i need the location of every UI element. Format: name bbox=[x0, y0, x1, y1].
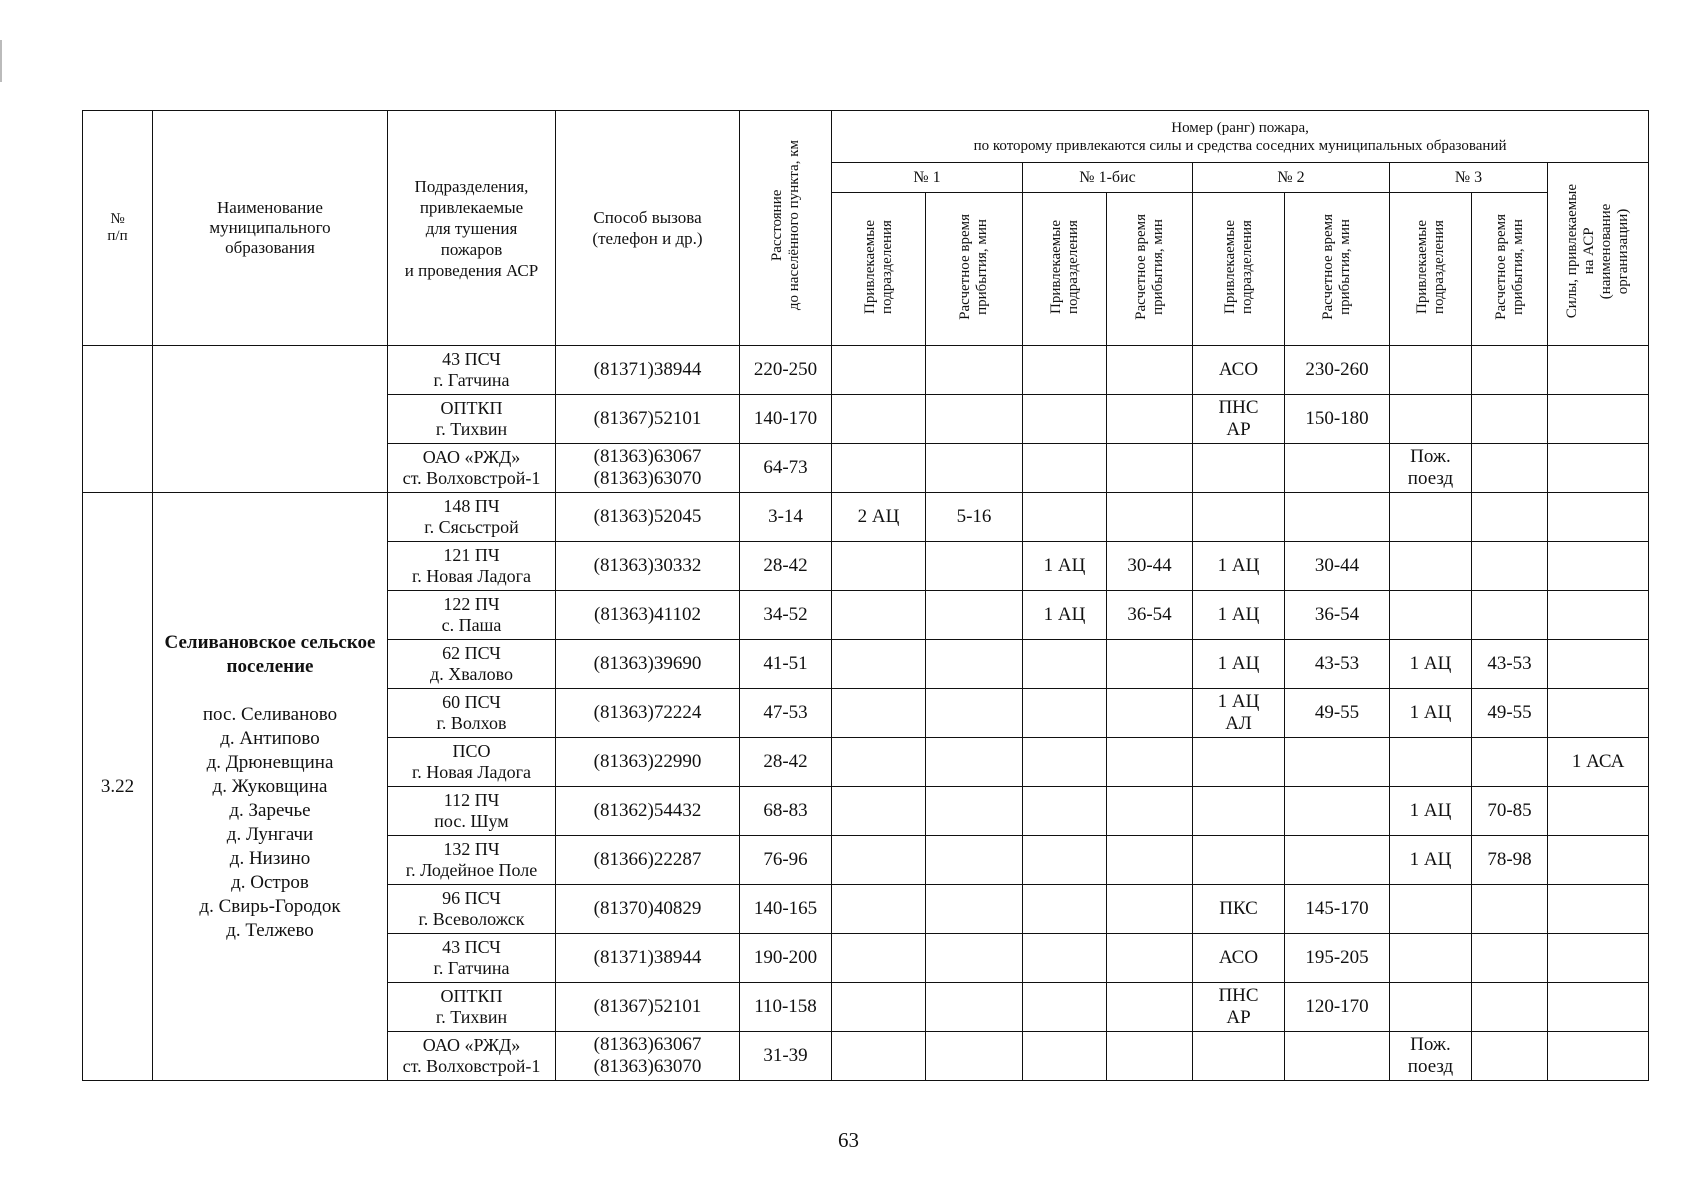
unit-cell-line: г. Сясьстрой bbox=[424, 517, 519, 537]
distance-cell: 47-53 bbox=[740, 689, 832, 738]
phone-cell-line: (81363)63070 bbox=[593, 468, 702, 489]
rank2-time-cell bbox=[1285, 1032, 1390, 1081]
unit-cell-line: 62 ПСЧ bbox=[442, 643, 501, 663]
asr-cell bbox=[1548, 787, 1649, 836]
continued-index-cell bbox=[83, 346, 153, 493]
rank1-time-cell bbox=[926, 983, 1023, 1032]
distance-cell: 220-250 bbox=[740, 346, 832, 395]
rank2-units-cell bbox=[1193, 1032, 1285, 1081]
rank3-units-cell bbox=[1390, 591, 1472, 640]
asr-cell bbox=[1548, 346, 1649, 395]
phone-cell bbox=[556, 640, 740, 689]
header-rank1bis-units: Привлекаемые подразделения bbox=[1023, 193, 1107, 346]
rank2-time-cell: 120-170 bbox=[1285, 983, 1390, 1032]
unit-cell-line: с. Паша bbox=[441, 615, 502, 635]
unit-cell-line: г. Новая Ладога bbox=[411, 762, 532, 782]
settlement-item: д. Свирь-Городок bbox=[199, 895, 341, 917]
phone-cell bbox=[556, 493, 740, 542]
rank3-units-cell bbox=[1390, 836, 1472, 885]
unit-cell-line: ОАО «РЖД» bbox=[422, 1035, 521, 1055]
asr-cell bbox=[1548, 542, 1649, 591]
rank1-units-cell bbox=[832, 395, 926, 444]
rank1bis-units-cell bbox=[1023, 1032, 1107, 1081]
rank1bis-time-cell bbox=[1107, 689, 1193, 738]
phone-cell-line: (81363)63067 bbox=[593, 1034, 702, 1055]
rank1-units-cell bbox=[832, 591, 926, 640]
phone-cell bbox=[556, 836, 740, 885]
unit-cell bbox=[388, 983, 556, 1032]
rank2-units-cell-line: 1 АЦ bbox=[1217, 604, 1260, 625]
settlement-item: д. Заречье bbox=[229, 799, 311, 821]
rank2-units-cell bbox=[1193, 542, 1285, 591]
unit-cell bbox=[388, 836, 556, 885]
municipality-cell bbox=[153, 493, 388, 1081]
rank1bis-units-cell bbox=[1023, 346, 1107, 395]
rank1bis-time-cell bbox=[1107, 1032, 1193, 1081]
phone-cell-line: (81363)63070 bbox=[593, 1056, 702, 1077]
rank1-time-cell bbox=[926, 689, 1023, 738]
header-rank1-units: Привлекаемые подразделения bbox=[832, 193, 926, 346]
rank3-time-cell bbox=[1472, 934, 1548, 983]
unit-cell bbox=[388, 934, 556, 983]
section-index: 3.22 bbox=[83, 493, 153, 1081]
rank1bis-time-cell: 30-44 bbox=[1107, 542, 1193, 591]
phone-cell bbox=[556, 787, 740, 836]
header-rank3-units: Привлекаемые подразделения bbox=[1390, 193, 1472, 346]
unit-cell-line: 60 ПСЧ bbox=[442, 692, 501, 712]
rank2-units-cell bbox=[1193, 885, 1285, 934]
rank2-units-cell-line: 1 АЦ bbox=[1217, 555, 1260, 576]
page-number: 63 bbox=[838, 1128, 859, 1152]
asr-cell: 1 АСА bbox=[1548, 738, 1649, 787]
distance-cell: 190-200 bbox=[740, 934, 832, 983]
rank2-time-cell: 49-55 bbox=[1285, 689, 1390, 738]
unit-cell-line: г. Лодейное Поле bbox=[405, 860, 538, 880]
phone-cell bbox=[556, 395, 740, 444]
unit-cell-line: ОПТКП bbox=[440, 986, 503, 1006]
rank1-units-cell bbox=[832, 934, 926, 983]
rank2-units-cell-line: 1 АЦ bbox=[1217, 691, 1260, 712]
unit-cell-line: ПСО bbox=[452, 741, 491, 761]
rank2-units-cell bbox=[1193, 346, 1285, 395]
table-body bbox=[83, 346, 1649, 1081]
unit-cell bbox=[388, 640, 556, 689]
phone-cell bbox=[556, 542, 740, 591]
header-rank2-units: Привлекаемые подразделения bbox=[1193, 193, 1285, 346]
settlement-item: д. Остров bbox=[231, 871, 309, 893]
rank2-units-cell-line: АСО bbox=[1218, 359, 1259, 380]
fire-response-table bbox=[82, 110, 1649, 1081]
rank1bis-units-cell bbox=[1023, 493, 1107, 542]
unit-cell bbox=[388, 591, 556, 640]
rank1-time-cell bbox=[926, 640, 1023, 689]
rank2-units-cell bbox=[1193, 493, 1285, 542]
rank3-units-cell bbox=[1390, 738, 1472, 787]
phone-cell bbox=[556, 934, 740, 983]
phone-cell-line: (81367)52101 bbox=[593, 996, 702, 1017]
distance-cell: 3-14 bbox=[740, 493, 832, 542]
rank1-time-cell bbox=[926, 738, 1023, 787]
rank1-units-cell bbox=[832, 640, 926, 689]
asr-cell bbox=[1548, 689, 1649, 738]
unit-cell bbox=[388, 885, 556, 934]
header-rank3-time: Расчетное время прибытия, мин bbox=[1472, 193, 1548, 346]
rank2-units-cell bbox=[1193, 444, 1285, 493]
rank2-units-cell-line: АЛ bbox=[1225, 713, 1252, 734]
header-rank1bis-time: Расчетное время прибытия, мин bbox=[1107, 193, 1193, 346]
unit-cell bbox=[388, 1032, 556, 1081]
rank1-time-cell bbox=[926, 591, 1023, 640]
rank1bis-units-cell bbox=[1023, 885, 1107, 934]
unit-cell bbox=[388, 787, 556, 836]
rank2-time-cell: 36-54 bbox=[1285, 591, 1390, 640]
header-distance: Расстояние до населённого пункта, км bbox=[740, 111, 832, 346]
distance-cell: 140-170 bbox=[740, 395, 832, 444]
scan-edge-mark bbox=[0, 40, 2, 82]
header-municipality: Наименование муниципального образования bbox=[153, 111, 388, 346]
rank1bis-units-cell bbox=[1023, 591, 1107, 640]
asr-cell bbox=[1548, 591, 1649, 640]
rank3-units-cell-line: Пож. bbox=[1410, 1034, 1451, 1055]
rank1-time-cell bbox=[926, 787, 1023, 836]
rank1-time-cell bbox=[926, 934, 1023, 983]
settlement-item: д. Жуковщина bbox=[212, 775, 328, 797]
distance-cell: 76-96 bbox=[740, 836, 832, 885]
rank2-time-cell: 43-53 bbox=[1285, 640, 1390, 689]
asr-cell bbox=[1548, 934, 1649, 983]
header-rank2-time: Расчетное время прибытия, мин bbox=[1285, 193, 1390, 346]
rank3-time-cell bbox=[1472, 493, 1548, 542]
rank1bis-units-cell bbox=[1023, 836, 1107, 885]
rank3-time-cell: 49-55 bbox=[1472, 689, 1548, 738]
rank3-units-cell bbox=[1390, 787, 1472, 836]
settlement-item: д. Низино bbox=[229, 847, 311, 869]
header-rank-2: № 2 bbox=[1193, 163, 1390, 193]
distance-cell: 64-73 bbox=[740, 444, 832, 493]
rank3-time-cell bbox=[1472, 1032, 1548, 1081]
rank1-units-cell bbox=[832, 983, 926, 1032]
unit-cell-line: 121 ПЧ bbox=[443, 545, 500, 565]
phone-cell-line: (81371)38944 bbox=[593, 947, 702, 968]
rank3-units-cell-line: 1 АЦ bbox=[1409, 800, 1452, 821]
header-number: № п/п bbox=[83, 111, 153, 346]
unit-cell-line: г. Новая Ладога bbox=[411, 566, 532, 586]
rank2-time-cell: 30-44 bbox=[1285, 542, 1390, 591]
distance-cell: 110-158 bbox=[740, 983, 832, 1032]
rank2-units-cell-line: ПКС bbox=[1219, 898, 1258, 919]
phone-cell bbox=[556, 885, 740, 934]
rank1bis-time-cell bbox=[1107, 738, 1193, 787]
rank1bis-time-cell bbox=[1107, 836, 1193, 885]
asr-cell bbox=[1548, 1032, 1649, 1081]
rank1bis-units-cell bbox=[1023, 983, 1107, 1032]
phone-cell-line: (81370)40829 bbox=[593, 898, 702, 919]
distance-cell: 41-51 bbox=[740, 640, 832, 689]
phone-cell bbox=[556, 689, 740, 738]
rank1bis-units-cell-line: 1 АЦ bbox=[1043, 555, 1086, 576]
municipality-title: Селивановское сельское поселение bbox=[164, 631, 376, 677]
rank1-time-cell bbox=[926, 444, 1023, 493]
asr-cell bbox=[1548, 395, 1649, 444]
rank2-units-cell bbox=[1193, 983, 1285, 1032]
header-rank-group: Номер (ранг) пожара, по которому привлекаются силы и средства соседних муниципальных образований bbox=[832, 111, 1649, 163]
unit-cell-line: 43 ПСЧ bbox=[442, 937, 501, 957]
rank3-time-cell bbox=[1472, 346, 1548, 395]
unit-cell bbox=[388, 346, 556, 395]
phone-cell-line: (81363)30332 bbox=[593, 555, 702, 576]
rank1bis-time-cell bbox=[1107, 346, 1193, 395]
unit-cell-line: д. Хвалово bbox=[430, 664, 513, 684]
rank1bis-time-cell bbox=[1107, 640, 1193, 689]
rank3-time-cell bbox=[1472, 395, 1548, 444]
rank1-units-cell bbox=[832, 542, 926, 591]
rank3-units-cell bbox=[1390, 934, 1472, 983]
rank1-units-cell bbox=[832, 346, 926, 395]
rank2-units-cell-line: АР bbox=[1226, 1007, 1251, 1028]
unit-cell-line: г. Всеволожск bbox=[418, 909, 525, 929]
unit-cell-line: г. Гатчина bbox=[433, 958, 510, 978]
settlement-item: д. Телжево bbox=[226, 919, 314, 941]
phone-cell bbox=[556, 346, 740, 395]
unit-cell bbox=[388, 542, 556, 591]
asr-cell bbox=[1548, 885, 1649, 934]
spacer bbox=[153, 679, 387, 703]
rank3-units-cell bbox=[1390, 542, 1472, 591]
asr-cell bbox=[1548, 444, 1649, 493]
rank2-time-cell bbox=[1285, 444, 1390, 493]
rank1bis-units-cell bbox=[1023, 640, 1107, 689]
unit-cell-line: г. Тихвин bbox=[435, 419, 508, 439]
phone-cell bbox=[556, 591, 740, 640]
phone-cell-line: (81363)72224 bbox=[593, 702, 702, 723]
unit-cell bbox=[388, 738, 556, 787]
rank1bis-units-cell bbox=[1023, 689, 1107, 738]
rank1bis-units-cell bbox=[1023, 787, 1107, 836]
unit-cell-line: ст. Волховстрой-1 bbox=[402, 1056, 541, 1076]
header-units: Подразделения, привлекаемые для тушения пожаров и проведения АСР bbox=[388, 111, 556, 346]
rank2-time-cell: 150-180 bbox=[1285, 395, 1390, 444]
asr-cell bbox=[1548, 836, 1649, 885]
rank1-units-cell bbox=[832, 836, 926, 885]
rank3-units-cell bbox=[1390, 983, 1472, 1032]
rank1-time-cell bbox=[926, 1032, 1023, 1081]
rank2-units-cell bbox=[1193, 395, 1285, 444]
unit-cell-line: 148 ПЧ bbox=[443, 496, 500, 516]
rank3-units-cell bbox=[1390, 395, 1472, 444]
rank3-time-cell bbox=[1472, 591, 1548, 640]
unit-cell bbox=[388, 493, 556, 542]
header-asr-forces: Силы, привлекаемые на АСР (наименование организации) bbox=[1548, 163, 1649, 346]
settlement-item: д. Антипово bbox=[220, 727, 320, 749]
unit-cell-line: пос. Шум bbox=[434, 811, 509, 831]
rank2-units-cell bbox=[1193, 689, 1285, 738]
unit-cell-line: 122 ПЧ bbox=[443, 594, 500, 614]
rank1bis-units-cell bbox=[1023, 934, 1107, 983]
rank2-units-cell-line: АСО bbox=[1218, 947, 1259, 968]
rank1-time-cell bbox=[926, 346, 1023, 395]
rank3-units-cell bbox=[1390, 885, 1472, 934]
unit-cell-line: 112 ПЧ bbox=[443, 790, 500, 810]
phone-cell bbox=[556, 444, 740, 493]
rank1-units-cell bbox=[832, 444, 926, 493]
rank2-units-cell-line: 1 АЦ bbox=[1217, 653, 1260, 674]
settlement-item: пос. Селиваново bbox=[202, 703, 338, 725]
rank3-units-cell-line: 1 АЦ bbox=[1409, 653, 1452, 674]
distance-cell: 31-39 bbox=[740, 1032, 832, 1081]
phone-cell-line: (81363)63067 bbox=[593, 446, 702, 467]
rank2-time-cell bbox=[1285, 493, 1390, 542]
rank2-units-cell bbox=[1193, 787, 1285, 836]
header-rank-1bis: № 1-бис bbox=[1023, 163, 1193, 193]
rank2-units-cell bbox=[1193, 934, 1285, 983]
rank3-time-cell: 70-85 bbox=[1472, 787, 1548, 836]
rank3-units-cell-line: 1 АЦ bbox=[1409, 702, 1452, 723]
rank1bis-time-cell bbox=[1107, 983, 1193, 1032]
phone-cell-line: (81363)52045 bbox=[593, 506, 702, 527]
asr-cell bbox=[1548, 983, 1649, 1032]
rank3-units-cell bbox=[1390, 346, 1472, 395]
rank3-units-cell-line: Пож. bbox=[1410, 446, 1451, 467]
rank3-units-cell-line: поезд bbox=[1407, 1056, 1454, 1077]
phone-cell-line: (81363)41102 bbox=[594, 604, 701, 625]
header-rank-3: № 3 bbox=[1390, 163, 1548, 193]
table-header bbox=[83, 111, 1649, 346]
distance-cell: 68-83 bbox=[740, 787, 832, 836]
rank1bis-time-cell: 36-54 bbox=[1107, 591, 1193, 640]
rank3-units-cell-line: поезд bbox=[1407, 468, 1454, 489]
table-row bbox=[83, 493, 1649, 542]
rank1-units-cell bbox=[832, 1032, 926, 1081]
rank1bis-time-cell bbox=[1107, 934, 1193, 983]
rank3-time-cell bbox=[1472, 885, 1548, 934]
rank1bis-units-cell-line: 1 АЦ bbox=[1043, 604, 1086, 625]
rank2-units-cell-line: АР bbox=[1226, 419, 1251, 440]
rank1bis-time-cell bbox=[1107, 787, 1193, 836]
rank3-units-cell bbox=[1390, 640, 1472, 689]
asr-cell bbox=[1548, 640, 1649, 689]
rank1-time-cell bbox=[926, 542, 1023, 591]
rank1bis-units-cell bbox=[1023, 542, 1107, 591]
rank1-units-cell bbox=[832, 885, 926, 934]
unit-cell-line: г. Волхов bbox=[436, 713, 507, 733]
unit-cell-line: г. Тихвин bbox=[435, 1007, 508, 1027]
settlement-item: д. Лунгачи bbox=[226, 823, 314, 845]
rank2-time-cell bbox=[1285, 787, 1390, 836]
unit-cell-line: 132 ПЧ bbox=[443, 839, 500, 859]
rank3-time-cell bbox=[1472, 983, 1548, 1032]
rank3-time-cell bbox=[1472, 542, 1548, 591]
rank3-units-cell-line: 1 АЦ bbox=[1409, 849, 1452, 870]
rank3-time-cell bbox=[1472, 738, 1548, 787]
rank1bis-units-cell bbox=[1023, 444, 1107, 493]
rank2-units-cell bbox=[1193, 591, 1285, 640]
phone-cell bbox=[556, 1032, 740, 1081]
distance-cell: 28-42 bbox=[740, 542, 832, 591]
unit-cell-line: 96 ПСЧ bbox=[442, 888, 501, 908]
rank1-time-cell bbox=[926, 395, 1023, 444]
rank3-time-cell: 43-53 bbox=[1472, 640, 1548, 689]
rank1-units-cell bbox=[832, 787, 926, 836]
rank3-units-cell bbox=[1390, 444, 1472, 493]
rank1bis-units-cell bbox=[1023, 738, 1107, 787]
unit-cell-line: ст. Волховстрой-1 bbox=[402, 468, 541, 488]
rank1bis-time-cell bbox=[1107, 885, 1193, 934]
rank1-units-cell-line: 2 АЦ bbox=[857, 506, 900, 527]
rank2-time-cell: 195-205 bbox=[1285, 934, 1390, 983]
unit-cell-line: г. Гатчина bbox=[433, 370, 510, 390]
rank1-units-cell bbox=[832, 493, 926, 542]
rank3-units-cell bbox=[1390, 1032, 1472, 1081]
phone-cell-line: (81371)38944 bbox=[593, 359, 702, 380]
phone-cell-line: (81362)54432 bbox=[593, 800, 702, 821]
phone-cell bbox=[556, 738, 740, 787]
rank3-units-cell bbox=[1390, 689, 1472, 738]
unit-cell-line: ОПТКП bbox=[440, 398, 503, 418]
rank1-time-cell bbox=[926, 836, 1023, 885]
asr-cell bbox=[1548, 493, 1649, 542]
rank1bis-time-cell bbox=[1107, 444, 1193, 493]
header-call-method: Способ вызова (телефон и др.) bbox=[556, 111, 740, 346]
phone-cell bbox=[556, 983, 740, 1032]
rank1bis-time-cell bbox=[1107, 395, 1193, 444]
settlement-item: д. Дрюневщина bbox=[206, 751, 334, 773]
rank2-time-cell: 230-260 bbox=[1285, 346, 1390, 395]
rank1bis-units-cell bbox=[1023, 395, 1107, 444]
phone-cell-line: (81363)39690 bbox=[593, 653, 702, 674]
rank1bis-time-cell bbox=[1107, 493, 1193, 542]
header-rank1-time: Расчетное время прибытия, мин bbox=[926, 193, 1023, 346]
rank2-time-cell bbox=[1285, 836, 1390, 885]
unit-cell bbox=[388, 444, 556, 493]
phone-cell-line: (81366)22287 bbox=[593, 849, 702, 870]
rank3-time-cell: 78-98 bbox=[1472, 836, 1548, 885]
rank1-time-cell bbox=[926, 885, 1023, 934]
unit-cell-line: 43 ПСЧ bbox=[442, 349, 501, 369]
rank2-units-cell-line: ПНС bbox=[1218, 397, 1259, 418]
rank1-units-cell bbox=[832, 738, 926, 787]
rank2-units-cell bbox=[1193, 640, 1285, 689]
header-rank-1: № 1 bbox=[832, 163, 1023, 193]
rank3-units-cell bbox=[1390, 493, 1472, 542]
distance-cell: 28-42 bbox=[740, 738, 832, 787]
unit-cell-line: ОАО «РЖД» bbox=[422, 447, 521, 467]
phone-cell-line: (81363)22990 bbox=[593, 751, 702, 772]
rank2-units-cell bbox=[1193, 836, 1285, 885]
rank1-time-cell: 5-16 bbox=[926, 493, 1023, 542]
distance-cell: 34-52 bbox=[740, 591, 832, 640]
rank2-units-cell-line: ПНС bbox=[1218, 985, 1259, 1006]
continued-name-cell bbox=[153, 346, 388, 493]
rank2-time-cell bbox=[1285, 738, 1390, 787]
rank3-time-cell bbox=[1472, 444, 1548, 493]
unit-cell bbox=[388, 395, 556, 444]
rank1-units-cell bbox=[832, 689, 926, 738]
rank2-time-cell: 145-170 bbox=[1285, 885, 1390, 934]
phone-cell-line: (81367)52101 bbox=[593, 408, 702, 429]
distance-cell: 140-165 bbox=[740, 885, 832, 934]
rank2-units-cell bbox=[1193, 738, 1285, 787]
unit-cell bbox=[388, 689, 556, 738]
table-row bbox=[83, 346, 1649, 395]
